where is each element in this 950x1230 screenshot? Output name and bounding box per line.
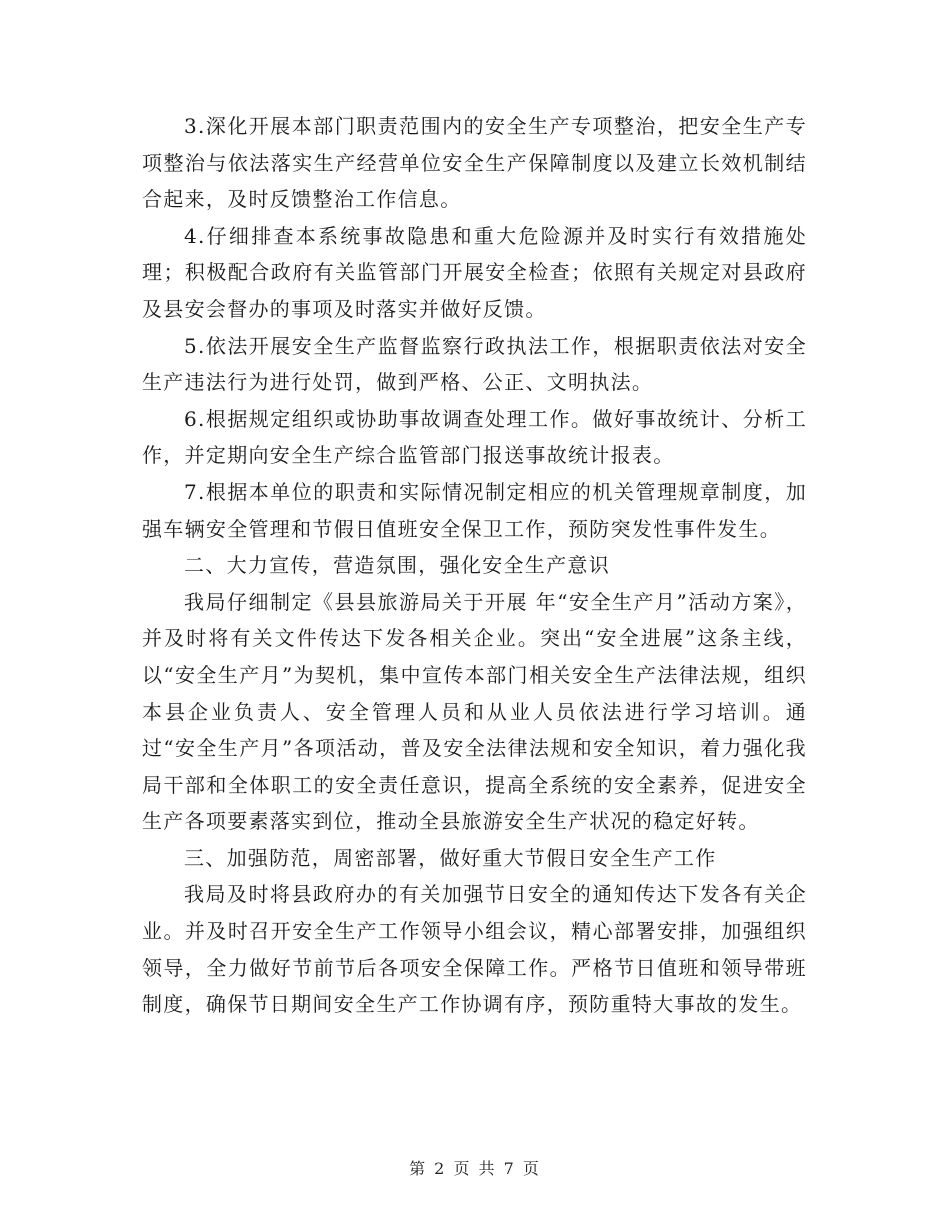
page-number-footer: 第 2 页 共 7 页 xyxy=(409,1159,541,1178)
paragraph-safety-month: 我局仔细制定《县县旅游局关于开展 年“安全生产月”活动方案》，并及时将有关文件传达下发各相关企业。突出“安全进展”这条主线，以“安全生产月”为契机，集中宣传本部门相关安全生产法律法规，组织本县企业负责人、安全管理人员和从业人员依法进行学习培训。通过“安全生产月”各项活动，普及安全法律法规和安全知识，着力强化我局干部和全体职工的安全责任意识，提高全系统的安全素养，促进安全生产各项要素落实到位，推动全县旅游安全生产状况的稳定好转。 xyxy=(142,589,807,834)
paragraph-item-6: 6.根据规定组织或协助事故调查处理工作。做好事故统计、分析工作，并定期向安全生产综合监管部门报送事故统计报表。 xyxy=(142,406,807,468)
paragraph-item-7: 7.根据本单位的职责和实际情况制定相应的机关管理规章制度，加强车辆安全管理和节假日值班安全保卫工作，预防突发性事件发生。 xyxy=(142,479,807,541)
section-heading-2: 二、大力宣传，营造氛围，强化安全生产意识 xyxy=(184,553,610,578)
paragraph-holiday-safety: 我局及时将县政府办的有关加强节日安全的通知传达下发各有关企业。并及时召开安全生产工作领导小组会议，精心部署安排，加强组织领导，全力做好节前节后各项安全保障工作。严格节日值班和领导带班制度，确保节日期间安全生产工作协调有序，预防重特大事故的发生。 xyxy=(142,882,807,1017)
section-heading-3: 三、加强防范，周密部署，做好重大节假日安全生产工作 xyxy=(184,845,717,870)
paragraph-item-3: 3.深化开展本部门职责范围内的安全生产专项整治，把安全生产专项整治与依法落实生产经营单位安全生产保障制度以及建立长效机制结合起来，及时反馈整治工作信息。 xyxy=(142,114,807,212)
paragraph-item-4: 4.仔细排查本系统事故隐患和重大危险源并及时实行有效措施处理；积极配合政府有关监管部门开展安全检查；依照有关规定对县政府及县安会督办的事项及时落实并做好反馈。 xyxy=(142,223,807,321)
document-body xyxy=(142,108,807,1023)
paragraph-item-5: 5.依法开展安全生产监督监察行政执法工作，根据职责依法对安全生产违法行为进行处罚，做到严格、公正、文明执法。 xyxy=(142,333,807,395)
